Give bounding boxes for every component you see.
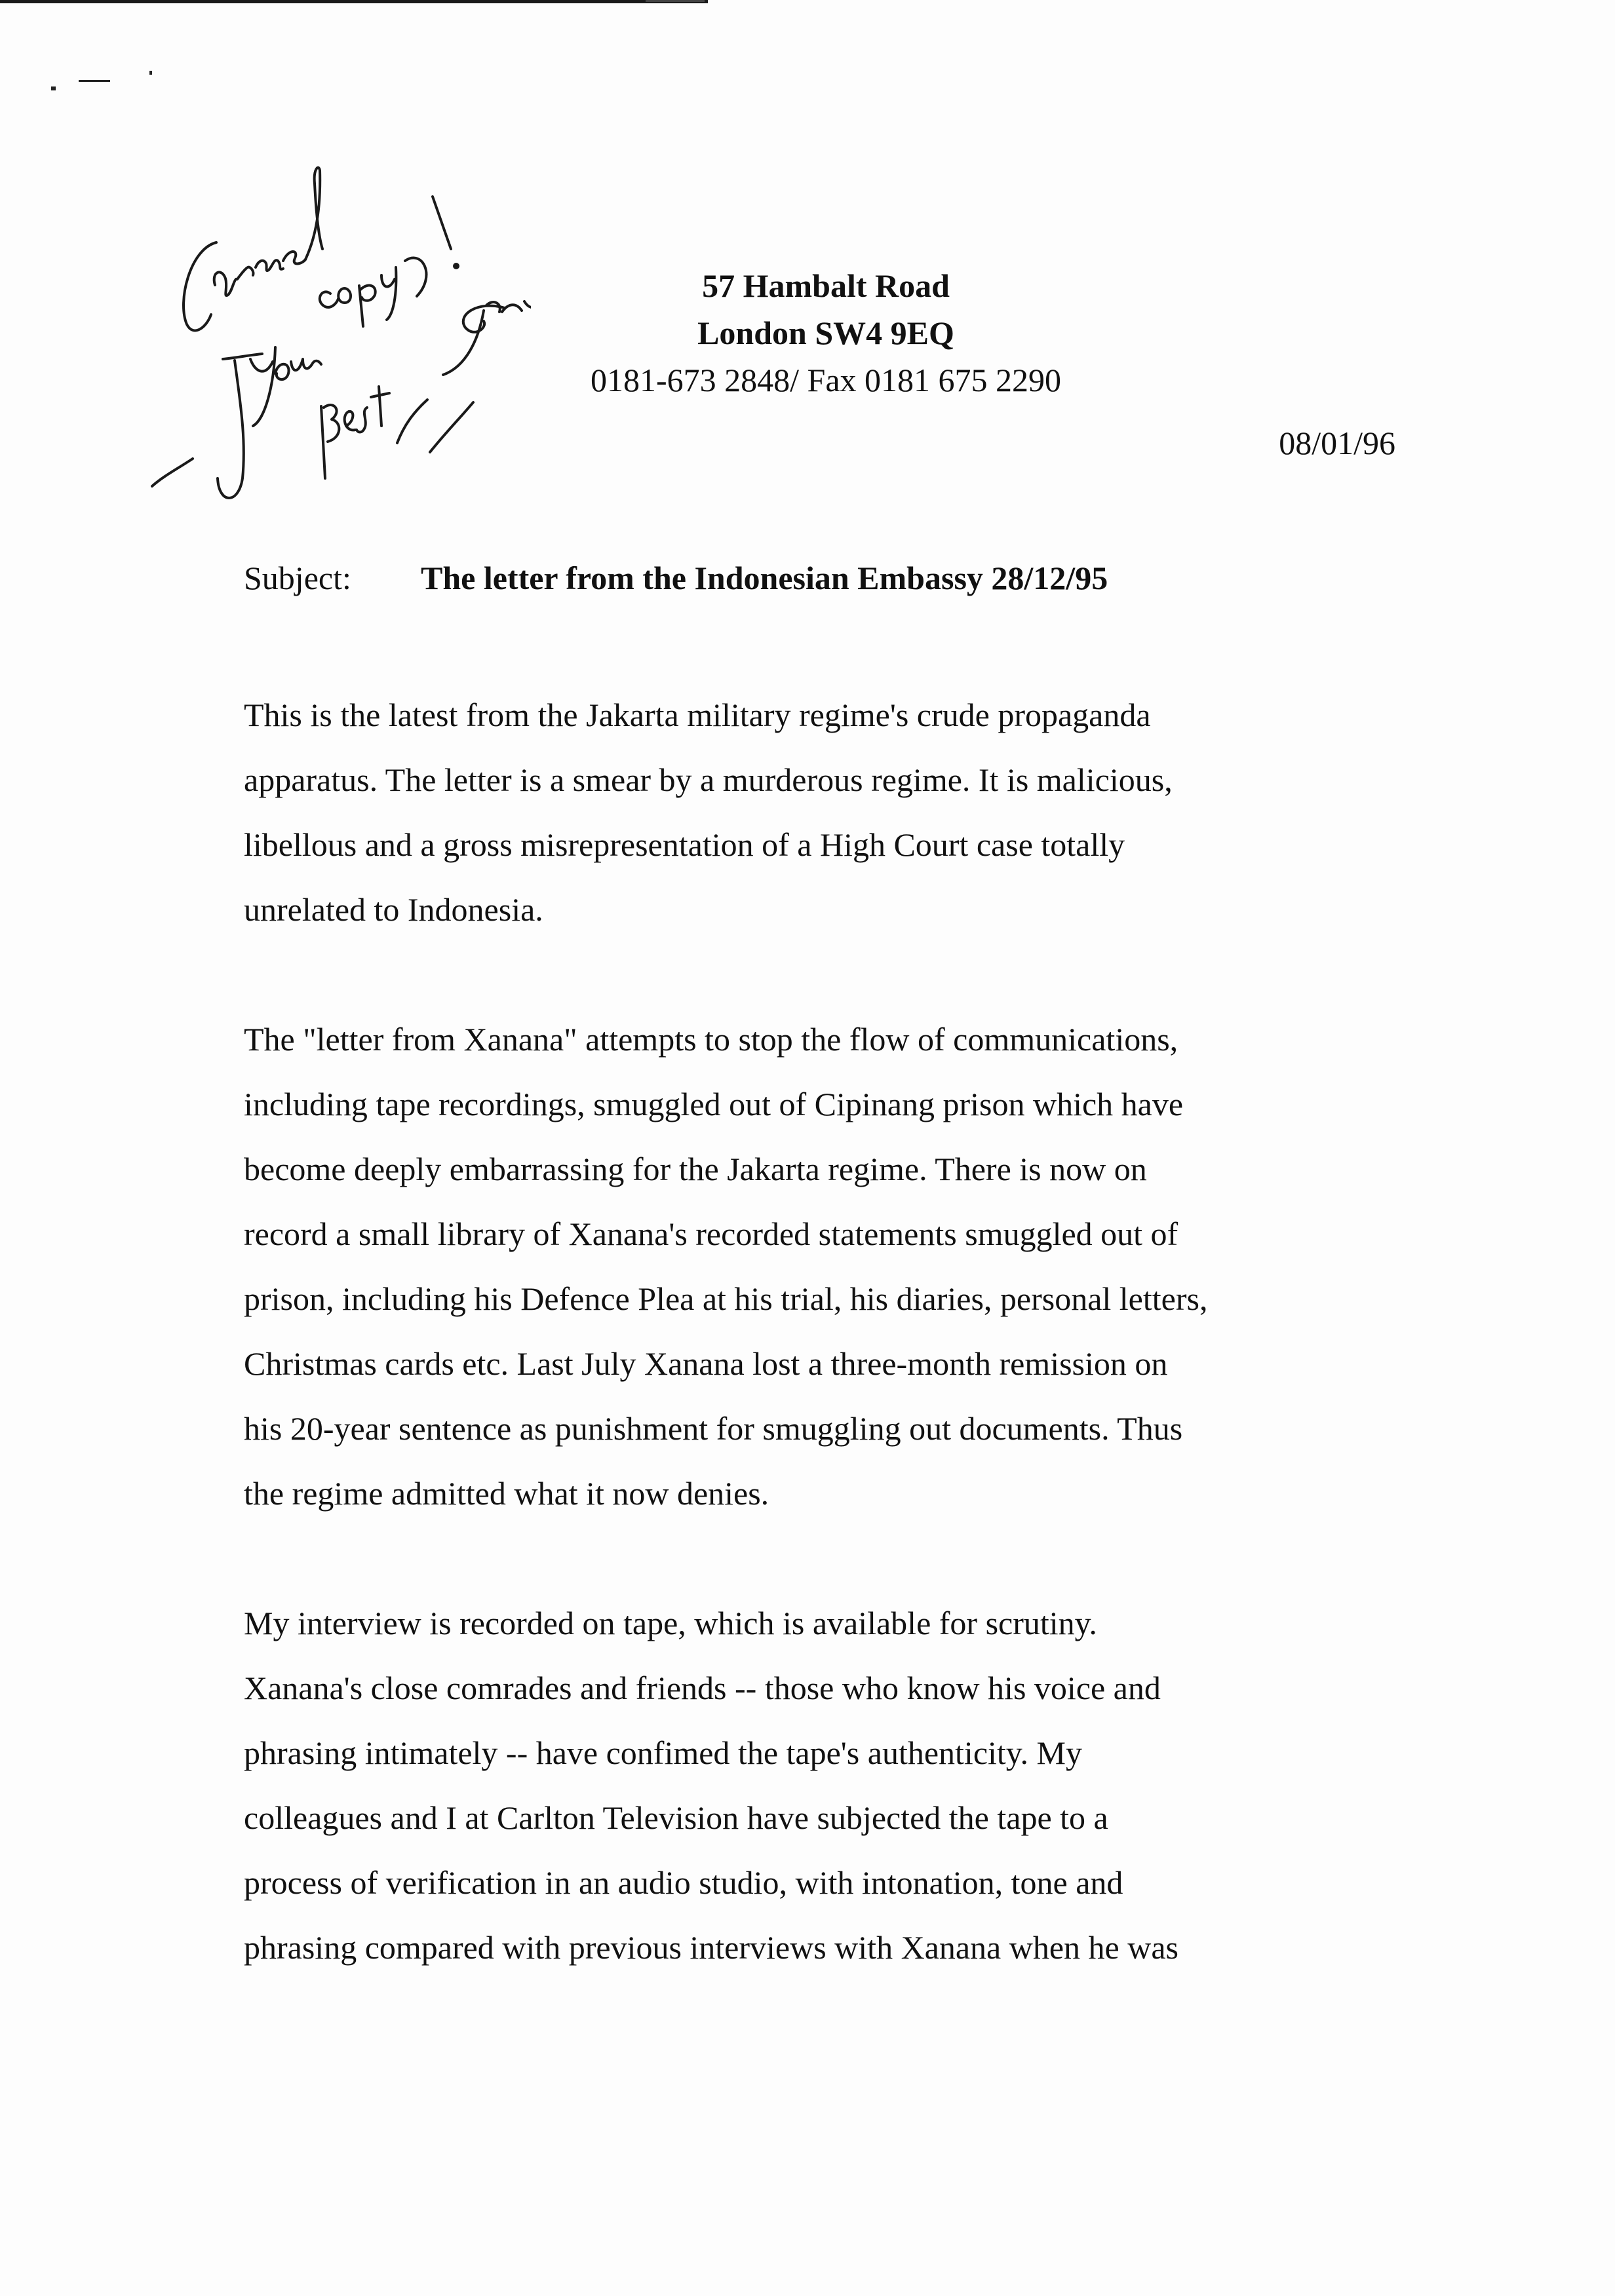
paragraph-line: prison, including his Defence Plea at his trial, his diaries, personal letters, — [244, 1280, 1208, 1317]
scan-edge-line-fragment — [646, 0, 705, 2]
letter-date: 08/01/96 — [1279, 425, 1395, 461]
paragraph-line: libellous and a gross misrepresentation of a High Court case totally — [244, 826, 1125, 863]
paragraph-line: colleagues and I at Carlton Television have subjected the tape to a — [244, 1799, 1108, 1836]
paragraph-line: unrelated to Indonesia. — [244, 891, 543, 928]
paragraph-line: The "letter from Xanana" attempts to stop the flow of communications, — [244, 1021, 1178, 1058]
paragraph-line: the regime admitted what it now denies. — [244, 1475, 769, 1512]
subject-line — [244, 554, 1108, 602]
paragraph-line: process of verification in an audio studio, with intonation, tone and — [244, 1864, 1123, 1901]
paragraph-line: phrasing compared with previous interviews with Xanana when he was — [244, 1929, 1179, 1966]
paragraph-line: Xanana's close comrades and friends -- those who know his voice and — [244, 1670, 1161, 1706]
paragraph-line: My interview is recorded on tape, which is available for scrutiny. — [244, 1605, 1097, 1641]
handwritten-note — [138, 151, 531, 524]
letter-body — [244, 683, 1411, 2045]
paragraph-line: This is the latest from the Jakarta military regime's crude propaganda — [244, 697, 1151, 733]
letterhead-street: 57 Hambalt Road — [702, 267, 950, 304]
paragraph-2 — [244, 1007, 1411, 1526]
scan-speck — [149, 71, 152, 75]
paragraph-line: phrasing intimately -- have confimed the tape's authenticity. My — [244, 1734, 1083, 1771]
paragraph-line: his 20-year sentence as punishment for smuggling out documents. Thus — [244, 1410, 1183, 1447]
paragraph-line: record a small library of Xanana's recorded statements smuggled out of — [244, 1215, 1178, 1252]
scan-speck — [51, 86, 56, 90]
paragraph-line: become deeply embarrassing for the Jakarta regime. There is now on — [244, 1151, 1147, 1187]
paragraph-3 — [244, 1591, 1411, 1980]
paragraph-1 — [244, 683, 1411, 942]
letterhead — [498, 262, 1154, 404]
subject-title: The letter from the Indonesian Embassy 28/12/95 — [421, 560, 1108, 596]
paragraph-line: apparatus. The letter is a smear by a murderous regime. It is malicious, — [244, 761, 1173, 798]
letterhead-contact: 0181-673 2848/ Fax 0181 675 2290 — [590, 362, 1062, 398]
paragraph-line: Christmas cards etc. Last July Xanana lost a three-month remission on — [244, 1345, 1168, 1382]
letterhead-city: London SW4 9EQ — [697, 315, 954, 351]
scan-edge-line — [0, 0, 708, 3]
subject-label: Subject: — [244, 560, 351, 596]
scan-speck — [79, 80, 110, 82]
paragraph-line: including tape recordings, smuggled out of Cipinang prison which have — [244, 1086, 1184, 1122]
